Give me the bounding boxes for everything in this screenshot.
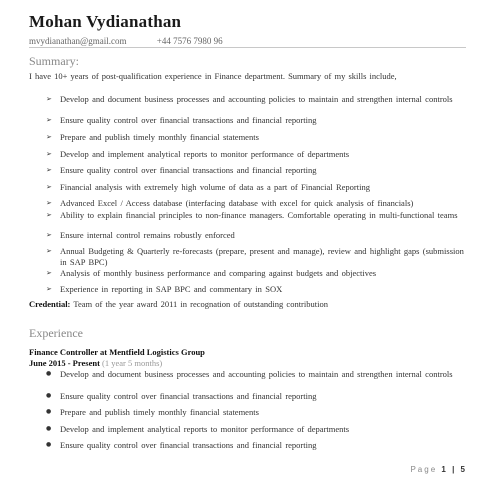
credential-label: Credential: (29, 299, 71, 309)
header-divider (29, 47, 466, 48)
summary-bullet: ➢ Ensure internal control remains robustly enforced (46, 230, 235, 241)
page-label: Page (410, 465, 438, 474)
summary-intro: I have 10+ years of post-qualification experience in Finance department. Summary of my skills include, (29, 71, 397, 81)
email: mvydianathan@gmail.com (29, 36, 127, 46)
job-date-line (29, 358, 162, 368)
summary-bullet: ➢ Develop and document business processes and accounting policies to maintain and strengthen internal controls (46, 94, 453, 105)
experience-bullet: ● Ensure quality control over financial transactions and financial reporting (46, 391, 317, 402)
page-number: 1 (441, 465, 448, 474)
job-title: Finance Controller at Mentfield Logistics Group (29, 347, 205, 357)
candidate-name: Mohan Vydianathan (29, 12, 182, 31)
summary-bullet: ➢ Financial analysis with extremely high volume of data as a part of Financial Reporting (46, 182, 370, 193)
total-pages: 5 (460, 465, 467, 474)
page-footer (410, 465, 467, 474)
experience-bullet: ● Develop and implement analytical reports to monitor performance of departments (46, 424, 349, 435)
summary-bullet: ➢ Prepare and publish timely monthly financial statements (46, 132, 259, 143)
experience-bullet: ● Ensure quality control over financial transactions and financial reporting (46, 440, 317, 451)
experience-bullet: ● Develop and document business processes and accounting policies to maintain and strengthen internal controls (46, 369, 453, 380)
summary-bullet: ➢ Ensure quality control over financial transactions and financial reporting (46, 115, 317, 126)
summary-bullet: ➢ Analysis of monthly business performance and comparing against budgets and objectives (46, 268, 376, 279)
summary-heading: Summary: (29, 54, 79, 68)
contact-line (29, 36, 223, 46)
job-duration: (1 year 5 months) (102, 358, 163, 368)
experience-bullet: ● Prepare and publish timely monthly financial statements (46, 407, 259, 418)
page-separator: | (452, 465, 457, 474)
summary-bullet: ➢ Advanced Excel / Access database (interfacing database with excel for quick analysis of financials) (46, 198, 413, 209)
summary-bullet: ➢ Experience in reporting in SAP BPC and commentary in SOX (46, 284, 282, 295)
credential-text: Team of the year award 2011 in recognation of outstanding contribution (73, 299, 328, 309)
summary-bullet: ➢ Ensure quality control over financial transactions and financial reporting (46, 165, 317, 176)
summary-bullet: ➢ Annual Budgeting & Quarterly re-forecasts (prepare, present and manage), review and highlight gaps (submission in SAP BPC) (46, 246, 466, 267)
summary-bullet: ➢ Ability to explain financial principles to non-finance managers. Comfortable operating in multi-functional teams (46, 210, 458, 221)
phone: +44 7576 7980 96 (156, 36, 223, 46)
credential-line (29, 299, 328, 309)
experience-heading: Experience (29, 326, 83, 340)
job-date: June 2015 - Present (29, 358, 100, 368)
summary-bullet: ➢ Develop and implement analytical reports to monitor performance of departments (46, 149, 349, 160)
